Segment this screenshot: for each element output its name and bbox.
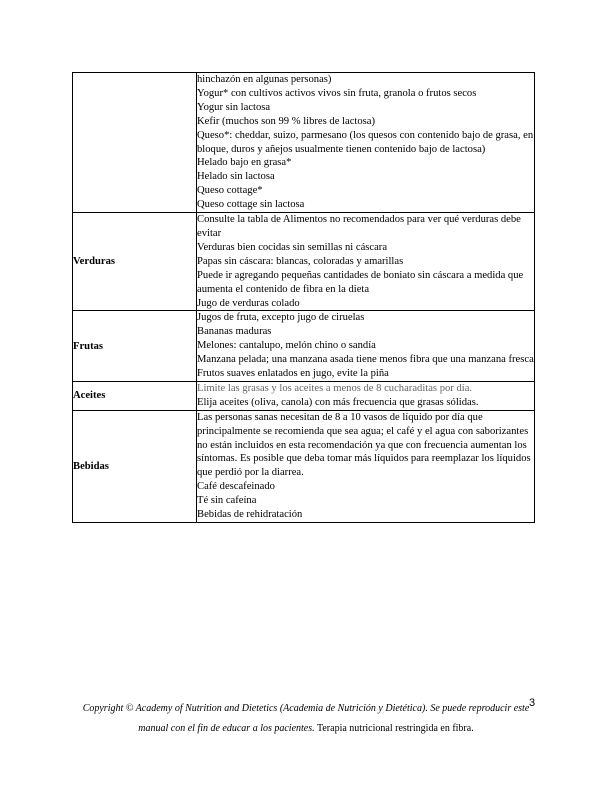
list-item: Frutos suaves enlatados en jugo, evite la piña: [197, 368, 389, 380]
list-item: Kefir (muchos son 99 % libres de lactosa): [197, 115, 375, 127]
category-cell: Bebidas: [73, 410, 197, 522]
table-row: [73, 410, 535, 522]
list-item: Helado sin lactosa: [197, 171, 275, 183]
items-cell: [197, 410, 535, 522]
category-cell: Aceites: [73, 381, 197, 410]
list-item: Café descafeinado: [197, 481, 275, 493]
list-item: Consulte la tabla de Alimentos no recomendados para ver qué verduras debe evitar: [197, 214, 521, 239]
list-item: hinchazón en algunas personas): [197, 74, 332, 85]
copyright-text: Copyright © Academy of Nutrition and Dietetics (Academia de Nutrición y Dietética). Se puede reproducir este manual con el fin de educar a los pacientes.: [82, 703, 530, 734]
list-item: Bananas maduras: [197, 326, 272, 338]
list-item: Bebidas de rehidratación: [197, 509, 303, 521]
items-cell: [197, 311, 535, 382]
list-item: Queso cottage*: [197, 185, 263, 197]
page-number: 3: [529, 697, 536, 709]
list-item: Té sin cafeína: [197, 495, 257, 507]
list-item: Melones: cantalupo, melón chino o sandía: [197, 340, 376, 352]
list-item: Yogur sin lactosa: [197, 101, 271, 113]
list-item: Helado bajo en grasa*: [197, 157, 292, 169]
footer-copyright: [72, 699, 540, 739]
list-item: Queso cottage sin lactosa: [197, 199, 305, 211]
diet-table: [72, 72, 535, 523]
table-row: [73, 311, 535, 382]
category-cell: Verduras: [73, 213, 197, 311]
list-item: Yogur* con cultivos activos vivos sin fruta, granola o frutos secos: [197, 87, 477, 99]
table-row: [73, 73, 535, 213]
category-cell: Frutas: [73, 311, 197, 382]
list-item: Papas sin cáscara: blancas, coloradas y amarillas: [197, 255, 404, 267]
category-cell: [73, 73, 197, 213]
table-row: [73, 381, 535, 410]
list-item: Verduras bien cocidas sin semillas ni cáscara: [197, 241, 388, 253]
list-item: Queso*: cheddar, suizo, parmesano (los quesos con contenido bajo de grasa, en bloque, duros y añejos usualmente tienen contenido bajo de lactosa): [197, 129, 534, 155]
list-item: Limite las grasas y los aceites a menos de 8 cucharaditas por día.: [197, 382, 473, 394]
document-title-text: Terapia nutricional restringida en fibra.: [314, 723, 474, 734]
table-row: [73, 213, 535, 311]
items-cell: [197, 73, 535, 213]
items-cell: [197, 213, 535, 311]
items-cell: [197, 381, 535, 410]
list-item: Elija aceites (oliva, canola) con más frecuencia que grasas sólidas.: [197, 396, 479, 408]
list-item: Jugo de verduras colado: [197, 297, 300, 309]
list-item: Puede ir agregando pequeñas cantidades de boniato sin cáscara a medida que aumenta el contenido de fibra en la dieta: [197, 269, 524, 295]
list-item: Manzana pelada; una manzana asada tiene menos fibra que una manzana fresca: [197, 354, 534, 366]
list-item: Jugos de fruta, excepto jugo de ciruelas: [197, 312, 365, 324]
list-item: Las personas sanas necesitan de 8 a 10 vasos de líquido por día que principalmente se recomienda que sea agua; el café y el agua con saborizantes no están incluidos en esta recomendación ya que con frecuencia aumentan los síntomas. Es posible que deba tomar más líquidos para reemplazar los líquidos que perdió por la diarrea.: [197, 411, 531, 479]
